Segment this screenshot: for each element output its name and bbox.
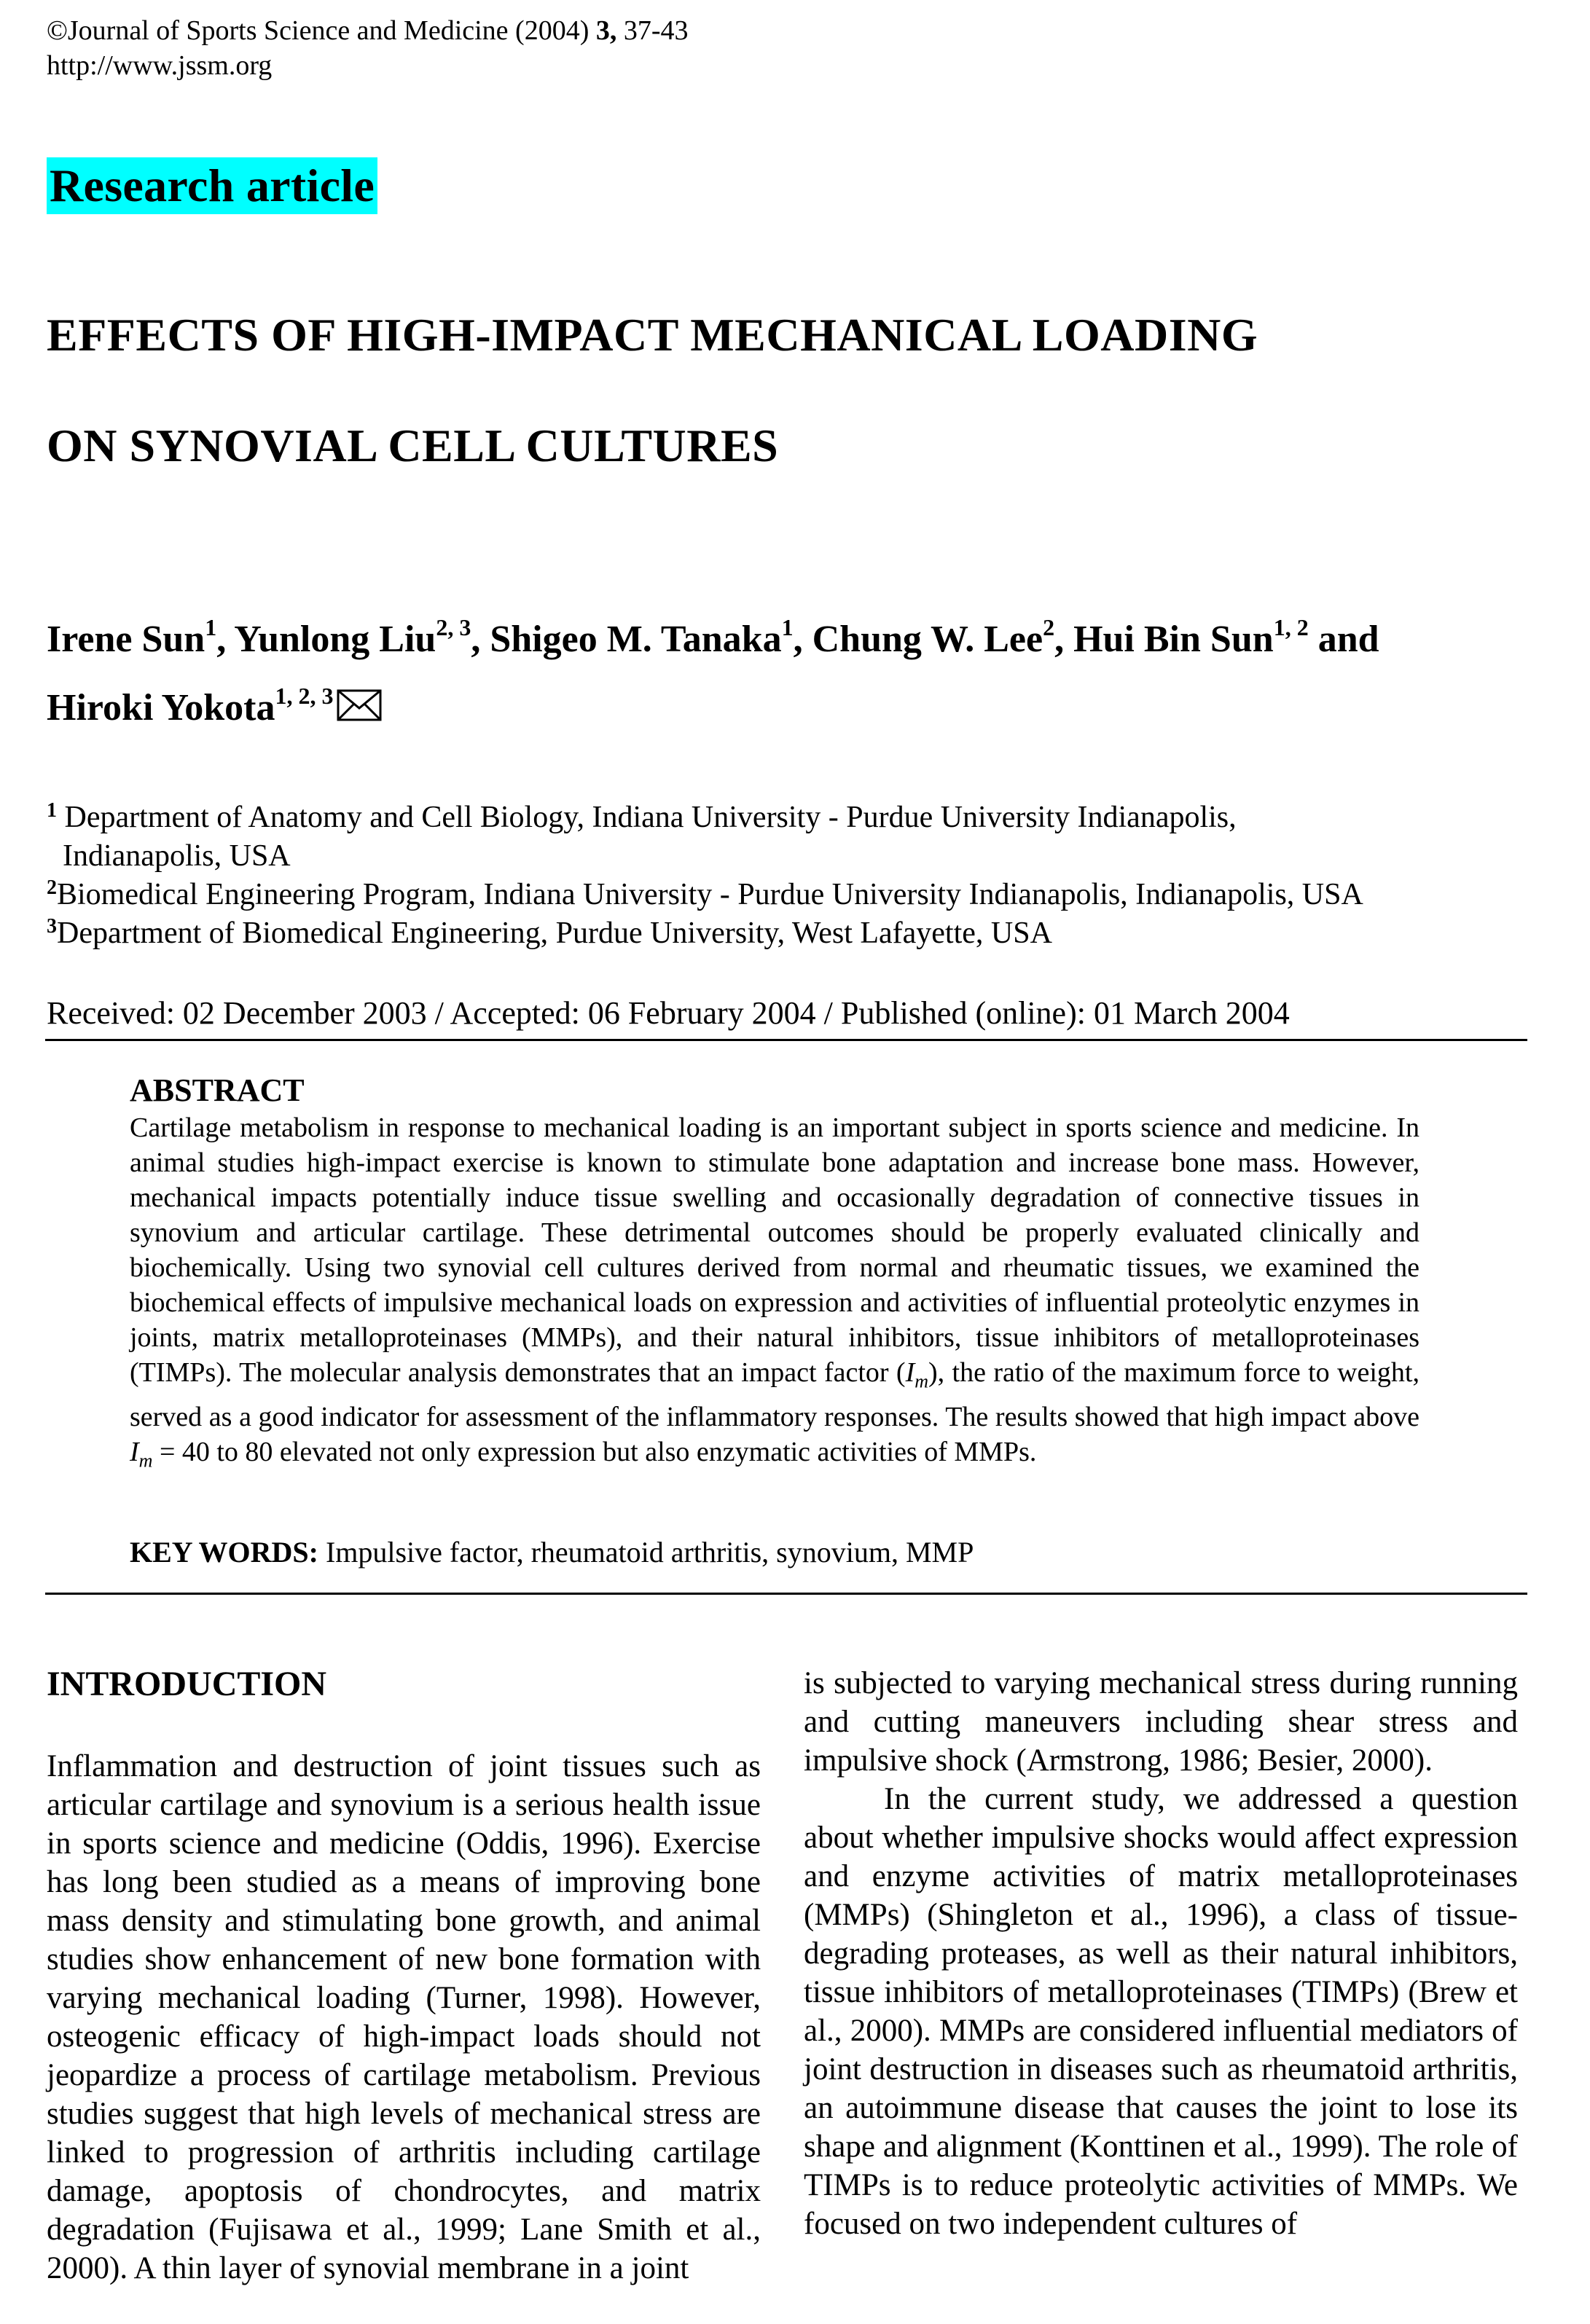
author-affiliation: 1: [781, 614, 794, 640]
journal-header: [47, 13, 689, 83]
affiliation-2: $^2$Biomedical Engineering Program, Indiana University - Purdue University Indianapolis, Indianapolis, USA: [47, 876, 1363, 911]
column-right: [804, 1664, 1518, 2243]
affiliation-1: $^1$ Department of Anatomy and Cell Biology, Indiana University - Purdue University Indianapolis,: [47, 799, 1237, 834]
author-affiliation: 2: [1043, 614, 1055, 640]
author-affiliation: 1: [205, 614, 217, 640]
divider-bottom: [45, 1593, 1527, 1595]
author-name: Yunlong Liu: [234, 619, 436, 660]
author-name: Hiroki Yokota: [47, 687, 275, 729]
author-affiliation: 1, 2: [1273, 614, 1309, 640]
publication-dates: Received: 02 December 2003 / Accepted: 06 February 2004 / Published (online): 01 March 2004: [47, 995, 1290, 1031]
introduction-heading: INTRODUCTION: [47, 1665, 327, 1703]
intro-paragraph-left: Inflammation and destruction of joint tissues such as articular cartilage and synovium is a serious health issue in sports science and medicine (Oddis, 1996). Exercise has long been studied as a means of improving bone mass density and stimulating bone growth, and animal studies show enhancement of new bone formation with varying mechanical loading (Turner, 1998). However, osteogenic efficacy of high-impact loads should not jeopardize a process of cartilage metabolism. Previous studies suggest that high levels of mechanical stress are linked to progression of arthritis including cartilage damage, apoptosis of chondrocytes, and matrix degradation (Fujisawa et al., 1999; Lane Smith et al., 2000). A thin layer of synovial membrane in a joint: [47, 1749, 761, 2285]
abstract-heading: ABSTRACT: [130, 1072, 305, 1108]
keywords: [130, 1534, 974, 1571]
journal-citation: ©Journal of Sports Science and Medicine (2004) 3, 37-43: [47, 15, 689, 46]
envelope-icon[interactable]: [337, 686, 382, 718]
divider-top: [45, 1039, 1527, 1041]
author-name: Hui Bin Sun: [1073, 619, 1274, 660]
keywords-text: Impulsive factor, rheumatoid arthritis, synovium, MMP: [318, 1536, 974, 1569]
author-name: Shigeo M. Tanaka: [490, 619, 782, 660]
intro-paragraph-right-2: In the current study, we addressed a question about whether impulsive shocks would affect expression and enzyme activities of matrix metalloproteinases (MMPs) (Shingleton et al., 1996), a class of tissue-degrading proteases, as well as their natural inhibitors, tissue inhibitors of metalloproteinases (TIMPs) (Brew et al., 2000). MMPs are considered influential mediators of joint destruction in diseases such as rheumatoid arthritis, an autoimmune disease that causes the joint to lose its shape and alignment (Konttinen et al., 1999). The role of TIMPs is to reduce proteolytic activities of MMPs. We focused on two independent cultures of: [804, 1782, 1518, 2241]
abstract-text: Cartilage metabolism in response to mechanical loading is an important subject in sports science and medicine. In animal studies high-impact exercise is known to stimulate bone adaptation and increase bone mass. However, mechanical impacts potentially induce tissue swelling and occasionally degradation of connective tissues in synovium and articular cartilage. These detrimental outcomes should be properly evaluated clinically and biochemically. Using two synovial cell cultures derived from normal and rheumatic tissues, we examined the biochemical effects of impulsive mechanical loads on expression and activities of influential proteolytic enzymes in joints, matrix metalloproteinases (MMPs), and their natural inhibitors, tissue inhibitors of metalloproteinases (TIMPs). The molecular analysis demonstrates that an impact factor $(I_m)$, the ratio of the maximum force to weight, served as a good indicator for assessment of the inflammatory responses. The results showed that high impact above $I_m = 40$ to 80 elevated not only expression but also enzymatic activities of MMPs.: [130, 1112, 1419, 1472]
author-name: Chung W. Lee: [812, 619, 1043, 660]
column-left: [47, 1747, 761, 2288]
author-list-line-2: [47, 685, 382, 731]
affiliation-3: $^3$Department of Biomedical Engineering, Purdue University, West Lafayette, USA: [47, 915, 1052, 950]
article-title-line-1: EFFECTS OF HIGH-IMPACT MECHANICAL LOADING: [47, 309, 1258, 361]
author-list-line-1: Irene Sun$^1$, Yunlong Liu$^{2, 3}$, Shigeo M. Tanaka$^1$, Chung W. Lee$^2$, Hui Bin Sun$^{1, 2}$ and: [47, 614, 1379, 660]
article-type-label: Research article: [47, 157, 377, 214]
author-affiliation: 2, 3: [436, 614, 471, 640]
author-name: Irene Sun: [47, 619, 205, 660]
journal-volume: 3,: [595, 15, 617, 46]
author-affiliation: 1, 2, 3: [275, 683, 334, 709]
abstract-section: [130, 1071, 1419, 1478]
article-title-line-2: ON SYNOVIAL CELL CULTURES: [47, 420, 779, 471]
affiliation-1-cont: Indianapolis, USA: [63, 839, 291, 873]
journal-url[interactable]: http://www.jssm.org: [47, 50, 273, 81]
keywords-label: KEY WORDS:: [130, 1536, 318, 1569]
intro-paragraph-right-1: is subjected to varying mechanical stress during running and cutting maneuvers including shear stress and impulsive shock (Armstrong, 1986; Besier, 2000).: [804, 1666, 1518, 1778]
